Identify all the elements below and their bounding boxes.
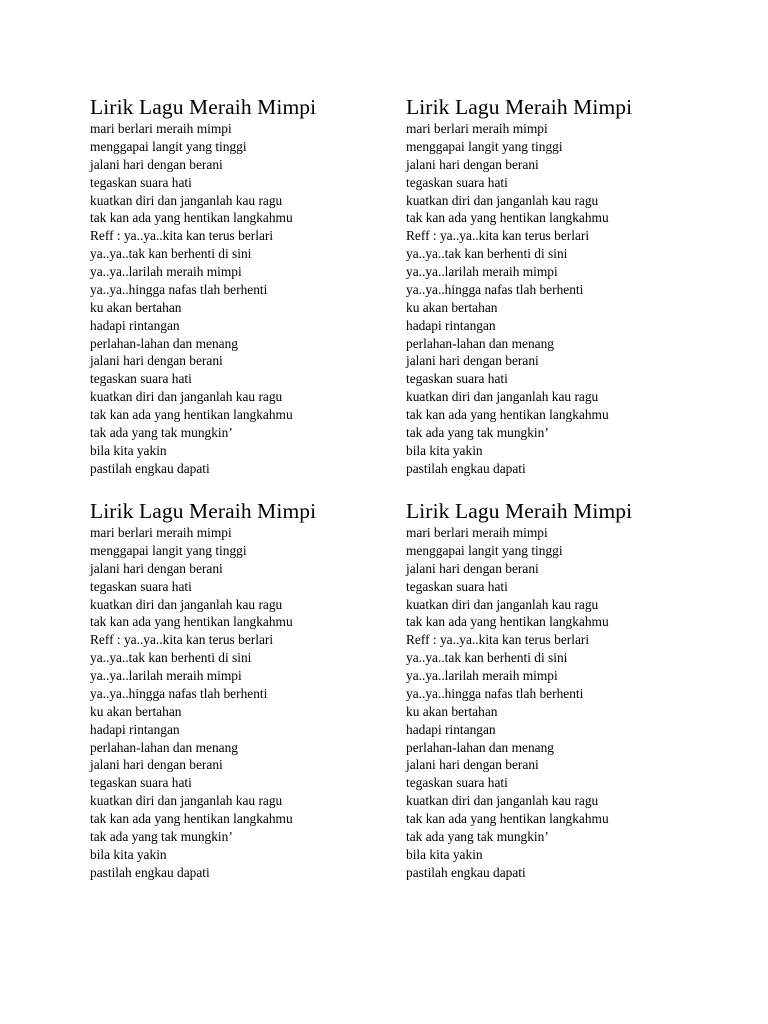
lyric-line: tak kan ada yang hentikan langkahmu: [406, 614, 609, 630]
lyric-line: mari berlari meraih mimpi: [406, 121, 548, 136]
lyric-line: ya..ya..larilah meraih mimpi: [406, 668, 558, 683]
lyrics-title: Lirik Lagu Meraih Mimpi: [90, 499, 317, 523]
lyric-line: jalani hari dengan berani: [90, 757, 223, 773]
lyric-line: hadapi rintangan: [90, 721, 180, 737]
lyric-line: menggapai langit yang tinggi: [406, 138, 563, 154]
lyric-line: perlahan-lahan dan menang: [406, 335, 554, 351]
lyric-line: hadapi rintangan: [406, 317, 496, 333]
lyric-line: jalani hari dengan berani: [406, 353, 539, 369]
lyric-line: mari berlari meraih mimpi: [90, 525, 232, 540]
lyric-line: tegaskan suara hati: [406, 371, 508, 387]
lyric-line: pastilah engkau dapati: [90, 460, 210, 476]
lyrics-block-bottom-right: [406, 499, 696, 882]
lyric-line: perlahan-lahan dan menang: [406, 739, 554, 755]
lyric-line: jalani hari dengan berani: [90, 156, 223, 172]
lyric-line: tegaskan suara hati: [406, 578, 508, 594]
lyric-line: tak ada yang tak mungkin’: [90, 828, 233, 844]
lyric-line: tak ada yang tak mungkin’: [406, 424, 549, 440]
lyric-line: tak kan ada yang hentikan langkahmu: [406, 811, 609, 826]
lyric-line: tegaskan suara hati: [90, 371, 192, 387]
lyric-line: menggapai langit yang tinggi: [406, 542, 563, 558]
lyric-line: pastilah engkau dapati: [90, 864, 210, 880]
lyric-line: Reff : ya..ya..kita kan terus berlari: [90, 228, 274, 244]
lyric-line: kuatkan diri dan janganlah kau ragu: [90, 793, 283, 809]
lyric-line: ku akan bertahan: [406, 703, 498, 719]
lyric-line: ku akan bertahan: [90, 703, 182, 719]
lyric-line: bila kita yakin: [406, 442, 483, 458]
lyric-line: Reff : ya..ya..kita kan terus berlari: [406, 632, 590, 648]
lyric-line: tak ada yang tak mungkin’: [90, 424, 233, 440]
lyric-line: tak kan ada yang hentikan langkahmu: [90, 407, 293, 422]
lyrics-title: Lirik Lagu Meraih Mimpi: [406, 499, 633, 523]
lyric-line: bila kita yakin: [90, 846, 167, 862]
lyric-line: menggapai langit yang tinggi: [90, 542, 247, 558]
lyric-line: kuatkan diri dan janganlah kau ragu: [90, 389, 283, 405]
lyric-line: tegaskan suara hati: [406, 174, 508, 190]
lyric-line: tak kan ada yang hentikan langkahmu: [90, 811, 293, 826]
lyric-line: kuatkan diri dan janganlah kau ragu: [406, 389, 599, 405]
lyric-line: jalani hari dengan berani: [406, 560, 539, 576]
lyric-line: kuatkan diri dan janganlah kau ragu: [90, 596, 283, 612]
lyrics-block-bottom-left: [90, 499, 380, 882]
lyric-line: jalani hari dengan berani: [406, 156, 539, 172]
lyric-line: pastilah engkau dapati: [406, 864, 526, 880]
lyric-line: ya..ya..tak kan berhenti di sini: [406, 650, 568, 666]
lyric-line: ya..ya..hingga nafas tlah berhenti: [406, 281, 584, 297]
lyric-line: tegaskan suara hati: [406, 775, 508, 791]
lyric-line: tegaskan suara hati: [90, 174, 192, 190]
lyric-line: mari berlari meraih mimpi: [406, 525, 548, 540]
lyric-line: ya..ya..hingga nafas tlah berhenti: [90, 281, 268, 297]
lyric-line: kuatkan diri dan janganlah kau ragu: [406, 596, 599, 612]
lyrics-block-top-left: [90, 95, 380, 478]
lyric-line: ya..ya..tak kan berhenti di sini: [90, 246, 252, 262]
lyric-line: kuatkan diri dan janganlah kau ragu: [406, 192, 599, 208]
lyric-line: mari berlari meraih mimpi: [90, 121, 232, 136]
lyric-line: tak kan ada yang hentikan langkahmu: [406, 407, 609, 422]
lyric-line: pastilah engkau dapati: [406, 460, 526, 476]
lyric-line: jalani hari dengan berani: [90, 353, 223, 369]
lyric-line: ya..ya..hingga nafas tlah berhenti: [90, 685, 268, 701]
lyric-line: ya..ya..larilah meraih mimpi: [90, 668, 242, 683]
lyric-line: perlahan-lahan dan menang: [90, 335, 238, 351]
lyric-line: Reff : ya..ya..kita kan terus berlari: [90, 632, 274, 648]
lyric-line: jalani hari dengan berani: [90, 560, 223, 576]
lyric-line: ya..ya..tak kan berhenti di sini: [406, 246, 568, 262]
lyric-line: hadapi rintangan: [90, 317, 180, 333]
lyrics-lines: [90, 524, 380, 882]
lyric-line: tegaskan suara hati: [90, 578, 192, 594]
lyric-line: ku akan bertahan: [406, 299, 498, 315]
lyric-line: ya..ya..tak kan berhenti di sini: [90, 650, 252, 666]
lyrics-lines: [90, 120, 380, 478]
lyric-line: bila kita yakin: [90, 442, 167, 458]
lyrics-title: Lirik Lagu Meraih Mimpi: [406, 95, 633, 119]
lyric-line: tak ada yang tak mungkin’: [406, 828, 549, 844]
lyric-line: menggapai langit yang tinggi: [90, 138, 247, 154]
lyric-line: hadapi rintangan: [406, 721, 496, 737]
lyric-line: ya..ya..hingga nafas tlah berhenti: [406, 685, 584, 701]
lyric-line: tak kan ada yang hentikan langkahmu: [90, 210, 293, 226]
lyric-line: jalani hari dengan berani: [406, 757, 539, 773]
lyric-line: tak kan ada yang hentikan langkahmu: [90, 614, 293, 630]
lyric-line: ku akan bertahan: [90, 299, 182, 315]
lyrics-title: Lirik Lagu Meraih Mimpi: [90, 95, 317, 119]
lyric-line: tegaskan suara hati: [90, 775, 192, 791]
lyric-line: ya..ya..larilah meraih mimpi: [90, 264, 242, 279]
lyric-line: ya..ya..larilah meraih mimpi: [406, 264, 558, 279]
lyrics-lines: [406, 524, 696, 882]
lyric-line: kuatkan diri dan janganlah kau ragu: [90, 192, 283, 208]
lyrics-block-top-right: [406, 95, 696, 478]
lyrics-lines: [406, 120, 696, 478]
lyric-line: bila kita yakin: [406, 846, 483, 862]
lyric-line: kuatkan diri dan janganlah kau ragu: [406, 793, 599, 809]
lyric-line: perlahan-lahan dan menang: [90, 739, 238, 755]
lyric-line: tak kan ada yang hentikan langkahmu: [406, 210, 609, 226]
lyric-line: Reff : ya..ya..kita kan terus berlari: [406, 228, 590, 244]
